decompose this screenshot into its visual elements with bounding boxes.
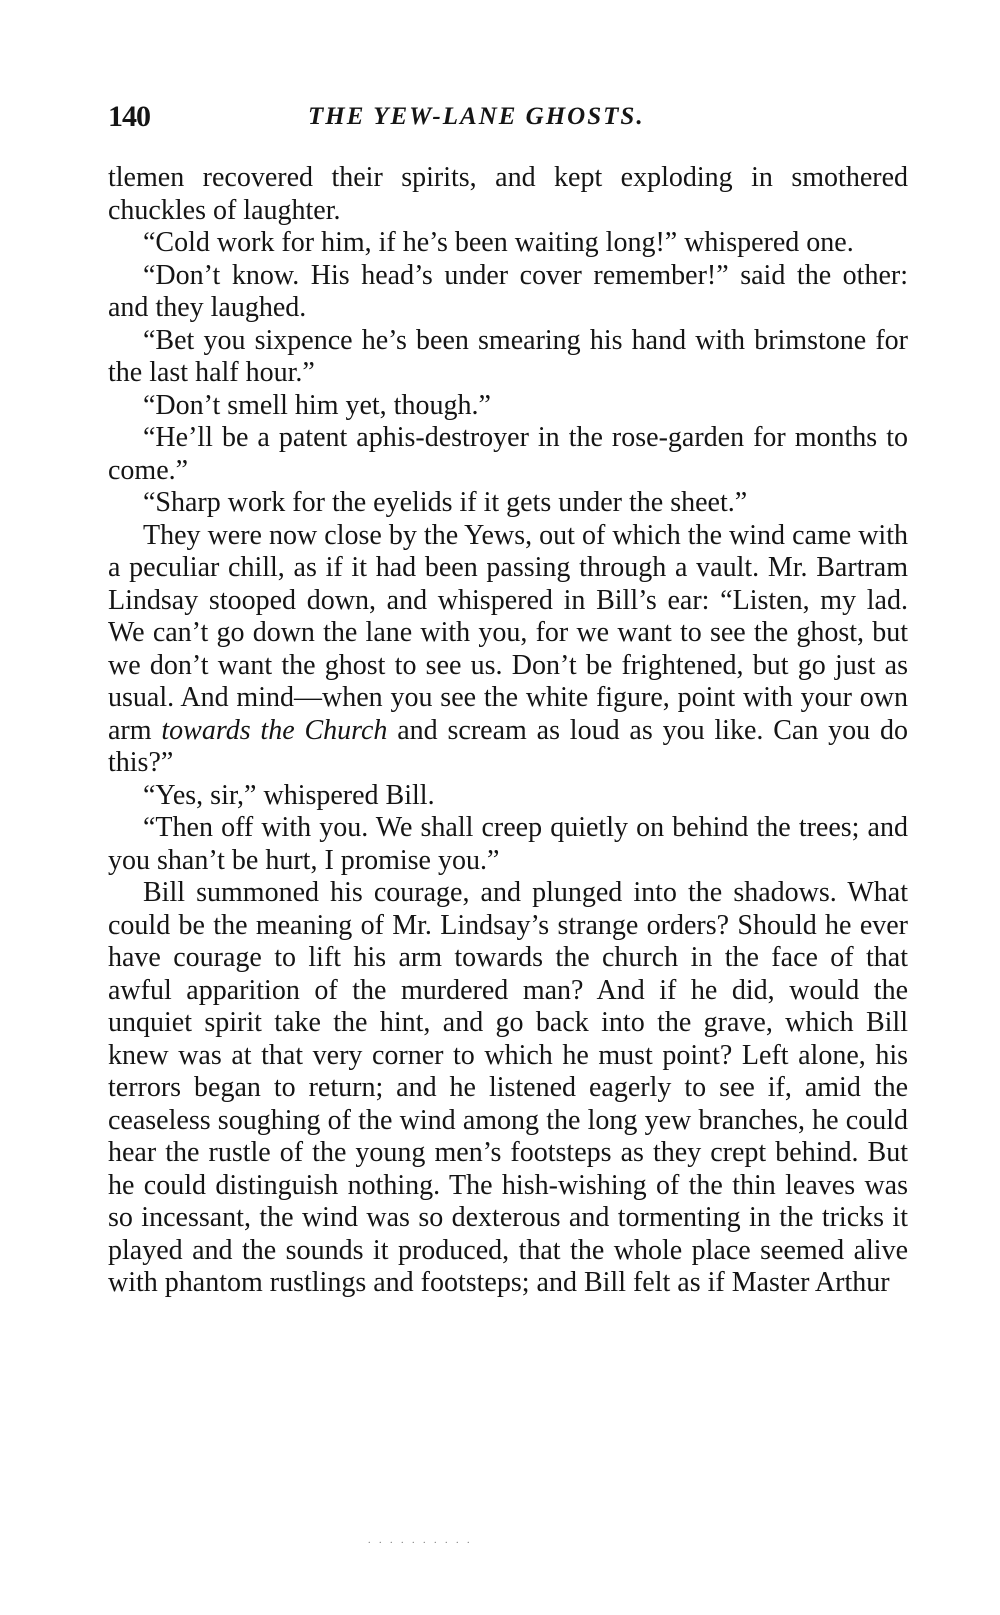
text-run: They were now close by the Yews, out of which the wind came with a peculiar chill, as if it had been passing through a vault. Mr. Bartram Lindsay stooped down, and whispered in Bill’s ear: “Listen, my lad. We can’t go down the lane with you, for we want to see the ghost, but we don’t want the ghost to see us. Don’t be frightened, but go just as usual. And mind—when you see the white figure, point with your own arm	[108, 519, 908, 746]
paragraph: “Don’t smell him yet, though.”	[143, 389, 491, 421]
running-title: THE YEW-LANE GHOSTS.	[308, 103, 645, 130]
page-header	[108, 100, 908, 140]
paragraph: “Cold work for him, if he’s been waiting long!” whispered one.	[143, 227, 854, 258]
paragraph: “Yes, sir,” whispered Bill.	[143, 779, 435, 811]
paragraph: “He’ll be a patent aphis-destroyer in the rose-garden for months to come.”	[108, 422, 908, 486]
paragraph-bill-shadows: Bill summoned his courage, and plunged into the shadows. What could be the meaning of Mr. Lindsay’s strange orders? Should he ever have courage to lift his arm towards the church in the face of that awful apparition of the murdered man? And if he did, would the unquiet spirit take the hint, and go back into the grave, which Bill knew was at that very corner to which he must point? Left alone, his terrors began to return; and he listened eagerly to see if, amid the ceaseless soughing of the wind among the long yew branches, he could hear the rustle of the young men’s footsteps as they crept behind. But he could distinguish nothing. The hish-wishing of the thin leaves was so incessant, the wind was so dexterous and tormenting in the tricks it played and the sounds it produced, that the whole place seemed alive with phantom rustlings and footsteps; and Bill felt as if Master Arthur	[108, 877, 908, 1298]
paragraph: “Sharp work for the eyelids if it gets under the sheet.”	[143, 487, 748, 518]
book-page	[108, 100, 908, 1300]
paragraph: “Then off with you. We shall creep quietly on behind the trees; and you shan’t be hurt, I promise you.”	[108, 812, 908, 876]
paragraph-continuation: tlemen recovered their spirits, and kept exploding in smothered chuckles of laughter.	[108, 162, 908, 226]
paragraph: “Bet you sixpence he’s been smearing his hand with brimstone for the last half hour.”	[108, 324, 908, 388]
paragraph: “Don’t know. His head’s under cover remember!” said the other: and they laughed.	[108, 259, 908, 323]
paragraph-lindsay-instructions	[108, 520, 908, 780]
footer-mark: . . . . . . . . . .	[368, 1535, 473, 1546]
italic-emphasis: towards the Church	[161, 714, 388, 746]
page-number: 140	[108, 100, 150, 133]
body-text	[108, 162, 908, 1300]
text-run: and scream as loud as you like. Can you do this?”	[108, 714, 908, 778]
